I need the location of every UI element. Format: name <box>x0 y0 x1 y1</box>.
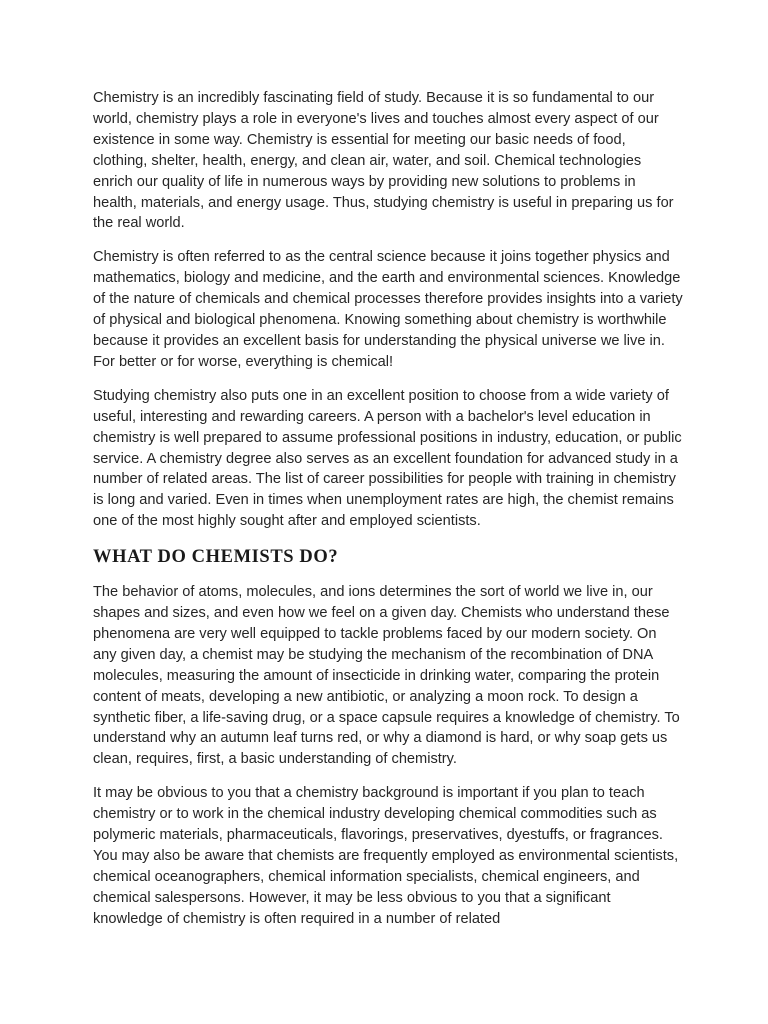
section-heading: WHAT DO CHEMISTS DO? <box>93 547 339 568</box>
document-body <box>93 88 683 943</box>
paragraph-what-chemists-do: The behavior of atoms, molecules, and ions determines the sort of world we live in, our shapes and sizes, and even how we feel on a given day. Chemists who understand these phenomena are very well equipped to tackle problems faced by our modern society. On any given day, a chemist may be studying the mechanism of the recombination of DNA molecules, measuring the amount of insecticide in drinking water, comparing the protein content of meats, developing a new antibiotic, or analyzing a moon rock. To design a synthetic fiber, a life-saving drug, or a space capsule requires a knowledge of chemistry. To understand why an autumn leaf turns red, or why a diamond is hard, or why soap gets us clean, requires, first, a basic understanding of chemistry. <box>93 584 680 768</box>
paragraph-central-science: Chemistry is often referred to as the central science because it joins together physics and mathematics, biology and medicine, and the earth and environmental sciences. Knowledge of the nature of chemicals and chemical processes therefore provides insights into a variety of physical and biological phenomena. Knowing something about chemistry is worthwhile because it provides an excellent basis for understanding the physical universe we live in. For better or for worse, everything is chemical! <box>93 249 683 370</box>
paragraph-chemistry-background: It may be obvious to you that a chemistry background is important if you plan to teach chemistry or to work in the chemical industry developing chemical commodities such as polymeric materials, pharmaceuticals, flavorings, preservatives, dyestuffs, or fragrances. You may also be aware that chemists are frequently employed as environmental scientists, chemical oceanographers, chemical information specialists, chemical engineers, and chemical salespersons. However, it may be less obvious to you that a significant knowledge of chemistry is often required in a number of related <box>93 785 679 927</box>
paragraph-careers: Studying chemistry also puts one in an excellent position to choose from a wide variety of useful, interesting and rewarding careers. A person with a bachelor's level education in chemistry is well prepared to assume professional positions in industry, education, or public service. A chemistry degree also serves as an excellent foundation for advanced study in a number of related areas. The list of career possibilities for people with training in chemistry is long and varied. Even in times when unemployment rates are high, the chemist remains one of the most highly sought after and employed scientists. <box>93 387 682 530</box>
paragraph-intro-importance: Chemistry is an incredibly fascinating field of study. Because it is so fundamental to our world, chemistry plays a role in everyone's lives and touches almost every aspect of our existence in some way. Chemistry is essential for meeting our basic needs of food, clothing, shelter, health, energy, and clean air, water, and soil. Chemical technologies enrich our quality of life in numerous ways by providing new solutions to problems in health, materials, and energy usage. Thus, studying chemistry is useful in preparing us for the real world. <box>93 90 674 232</box>
